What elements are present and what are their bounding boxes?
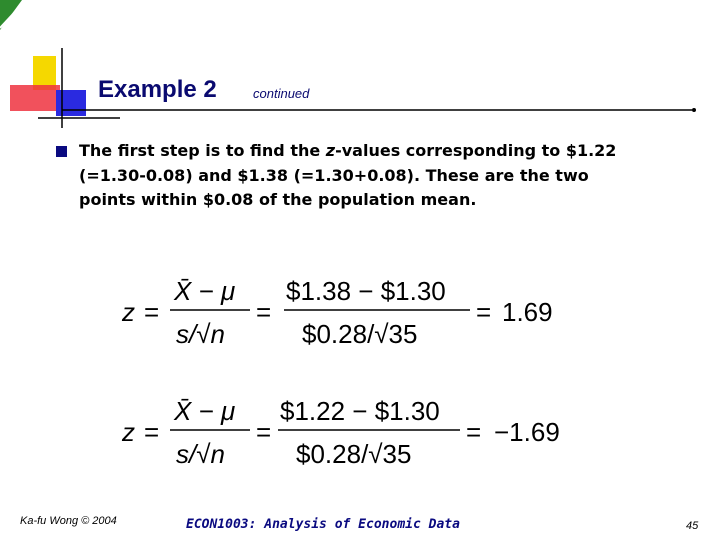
formula-2-eq3: =: [466, 417, 482, 447]
formula-1-num-sym: X̄ − μ: [174, 276, 236, 306]
page-number: 45: [686, 520, 699, 532]
formula-1: [110, 265, 590, 355]
formula-1-lhs: z: [122, 297, 135, 327]
footer-author: Ka-fu Wong © 2004: [20, 515, 117, 527]
bullet-text-after: -values corresponding to $1.22 (=1.30-0.08) and $1.38 (=1.30+0.08). These are the two points within $0.08 of the population mean.: [79, 141, 617, 209]
formula-2-num-val: $1.22 − $1.30: [280, 396, 440, 426]
bullet-text: [79, 139, 639, 213]
formula-2-den-val: $0.28/√35: [296, 439, 412, 469]
formula-2-den-sym: s/√n: [176, 439, 225, 469]
formula-1-eq2: =: [256, 297, 272, 327]
formula-2-result: −1.69: [494, 417, 560, 447]
title-underline-end-dot: [692, 108, 696, 112]
formula-1-den-val: $0.28/√35: [302, 319, 418, 349]
corner-arrow-icon: [0, 0, 26, 30]
formula-2-eq1: =: [144, 417, 160, 447]
formula-1-eq1: =: [144, 297, 160, 327]
bullet-text-z: z: [325, 141, 336, 160]
formula-1-den-sym: s/√n: [176, 319, 225, 349]
formula-2: [110, 385, 590, 475]
slide-title-suffix: continued: [253, 86, 310, 101]
slide-title: Example 2: [98, 76, 217, 103]
square-bullet-icon: [56, 146, 67, 157]
formula-2-eq2: =: [256, 417, 272, 447]
formula-1-eq3: =: [476, 297, 492, 327]
footer-course: ECON1003: Analysis of Economic Data: [186, 517, 460, 532]
formula-2-lhs: z: [122, 417, 135, 447]
bullet-text-before: The first step is to find the: [79, 141, 326, 160]
formula-2-num-sym: X̄ − μ: [174, 396, 236, 426]
formula-1-num-val: $1.38 − $1.30: [286, 276, 446, 306]
formula-1-result: 1.69: [502, 297, 553, 327]
